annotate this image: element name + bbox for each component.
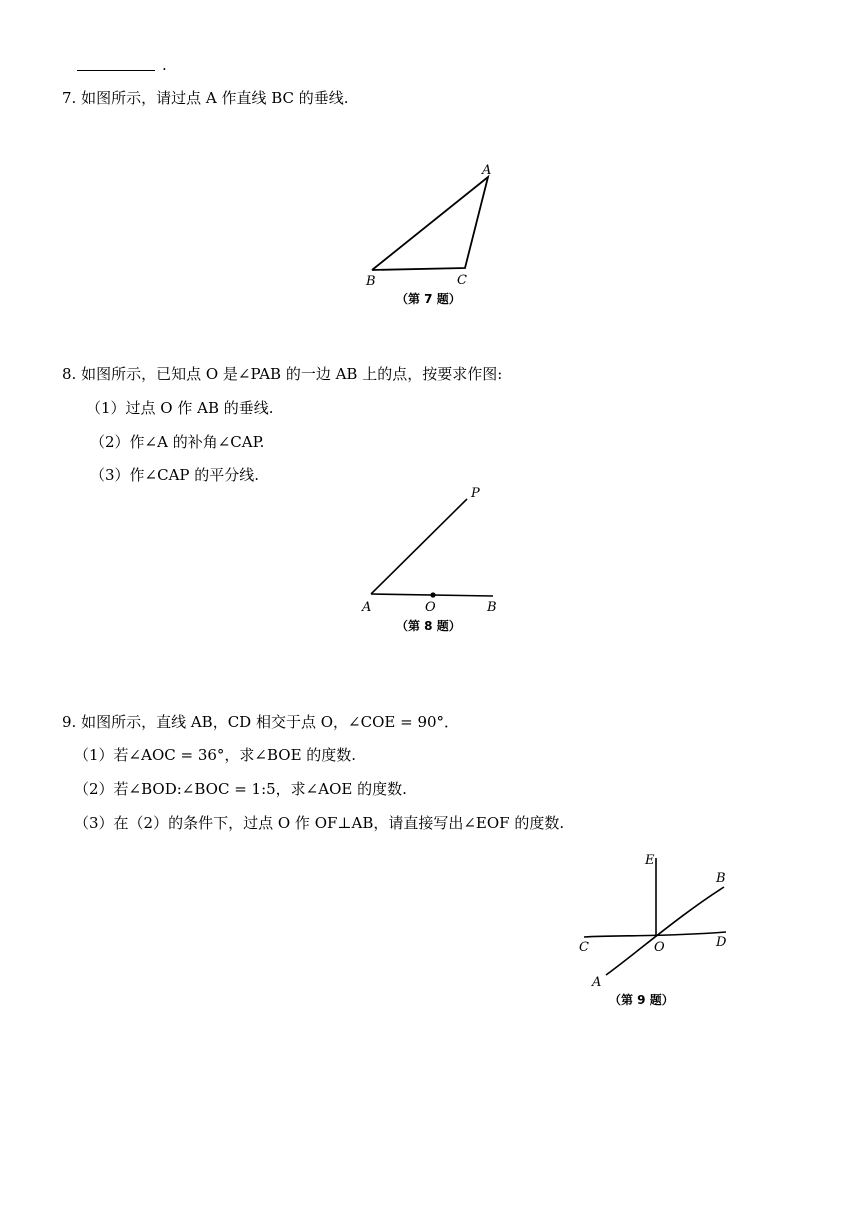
label-c: C: [457, 273, 467, 288]
label-c: C: [579, 940, 589, 955]
question-7-text: 7. 如图所示，请过点 A 作直线 BC 的垂线.: [62, 89, 349, 107]
question-8-item-1: （1）过点 O 作 AB 的垂线.: [86, 399, 274, 417]
label-b: B: [716, 871, 726, 886]
label-a: A: [482, 163, 492, 178]
question-9-item-3: （3）在（2）的条件下，过点 O 作 OF⊥AB，请直接写出∠EOF 的度数.: [74, 814, 565, 832]
label-a: A: [362, 600, 372, 615]
figure-9-caption: （第 9 题）: [609, 993, 674, 1007]
question-8-item-2: （2）作∠A 的补角∠CAP.: [90, 433, 265, 451]
trailing-period: .: [162, 56, 167, 74]
line-ab: [606, 887, 724, 975]
label-b: B: [366, 274, 376, 289]
label-p: P: [471, 486, 480, 501]
label-o: O: [425, 600, 436, 615]
figure-7-caption: （第 7 题）: [396, 292, 461, 306]
question-8-text: 8. 如图所示，已知点 O 是∠PAB 的一边 AB 上的点，按要求作图:: [62, 365, 503, 383]
figure-8-caption: （第 8 题）: [396, 619, 461, 633]
question-9-text: 9. 如图所示，直线 AB，CD 相交于点 O，∠COE = 90°．: [62, 713, 460, 731]
label-o: O: [654, 940, 665, 955]
label-a: A: [592, 975, 602, 990]
label-e: E: [645, 853, 655, 868]
label-b: B: [487, 600, 497, 615]
label-d: D: [716, 935, 727, 950]
question-8-item-3: （3）作∠CAP 的平分线.: [90, 466, 260, 484]
question-9-item-2: （2）若∠BOD:∠BOC = 1:5，求∠AOE 的度数.: [74, 780, 407, 798]
question-9-item-1: （1）若∠AOC = 36°，求∠BOE 的度数.: [74, 746, 357, 764]
